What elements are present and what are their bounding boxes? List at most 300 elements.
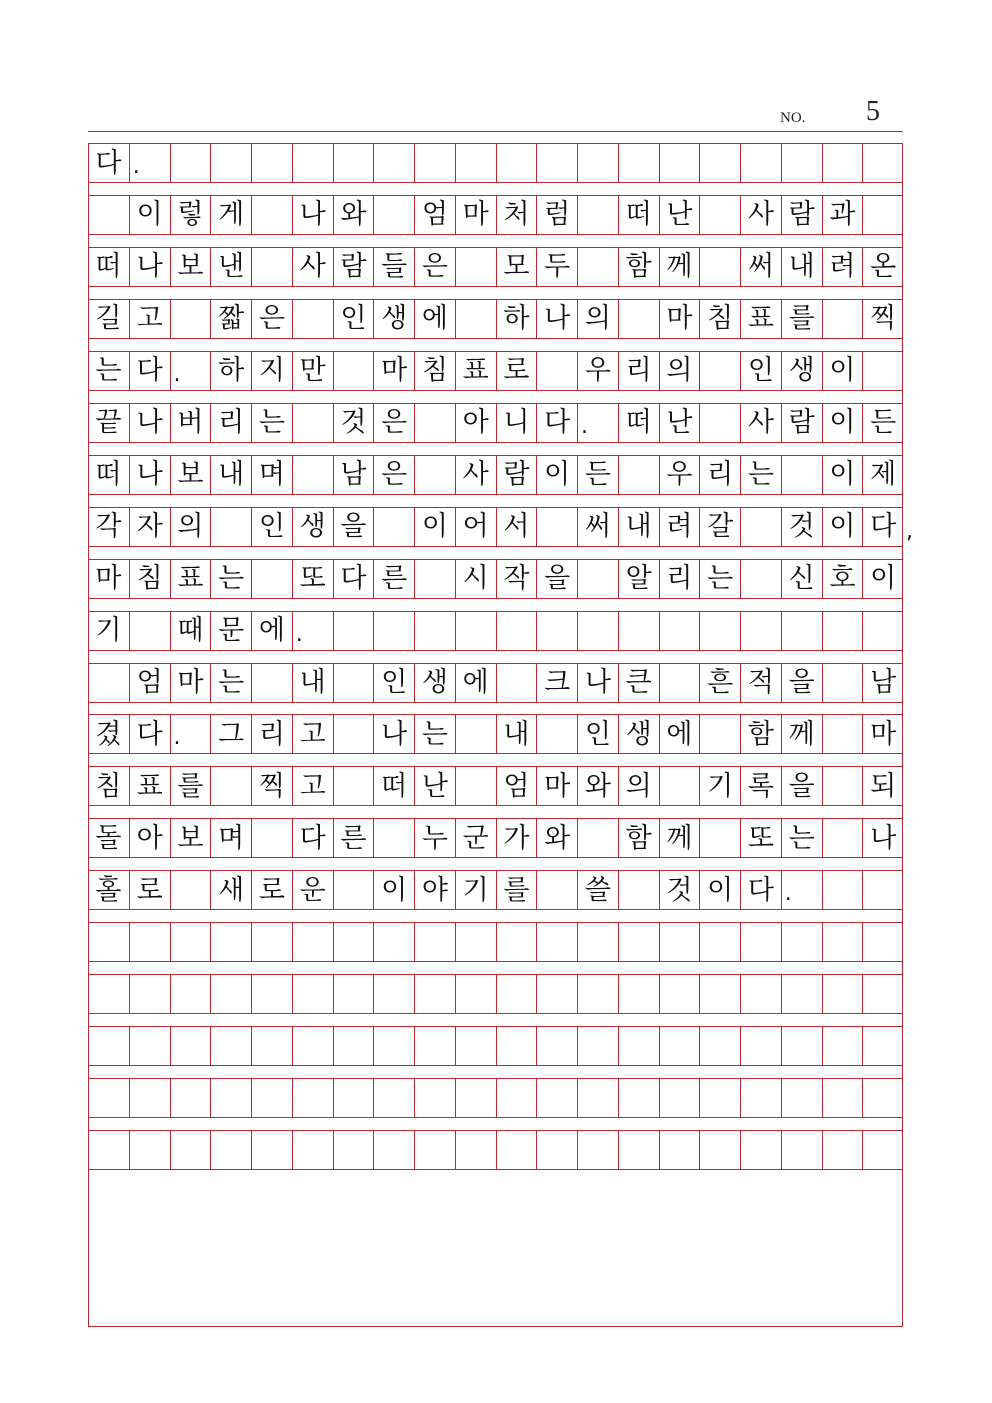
grid-cell xyxy=(699,144,740,182)
grid-cell: 두 xyxy=(536,248,577,286)
grid-cell xyxy=(455,144,496,182)
grid-cell xyxy=(822,1027,863,1065)
grid-cell: 렇 xyxy=(170,196,211,234)
grid-cell: 엄 xyxy=(414,196,455,234)
grid-cell xyxy=(781,612,822,650)
grid-cell: 침 xyxy=(414,352,455,390)
grid-cell xyxy=(659,664,700,702)
grid-cell: 흔 xyxy=(699,664,740,702)
grid-cell xyxy=(577,560,618,598)
grid-cell xyxy=(373,196,414,234)
grid-cell xyxy=(251,1079,292,1117)
grid-cell xyxy=(251,819,292,857)
grid-cell xyxy=(781,975,822,1013)
grid-cell: 누 xyxy=(414,819,455,857)
grid-cell xyxy=(577,612,618,650)
grid-cell xyxy=(292,456,333,494)
grid-cell: 보 xyxy=(170,819,211,857)
grid-cell xyxy=(210,144,251,182)
grid-cell xyxy=(822,612,863,650)
grid-cell xyxy=(536,1079,577,1117)
grid-cell xyxy=(781,1027,822,1065)
grid-cell: 크 xyxy=(536,664,577,702)
grid-cell xyxy=(373,612,414,650)
grid-cell xyxy=(536,1131,577,1169)
grid-cell xyxy=(699,1131,740,1169)
grid-cell xyxy=(414,612,455,650)
grid-cell xyxy=(373,923,414,961)
grid-row xyxy=(88,922,903,962)
grid-cell xyxy=(414,1079,455,1117)
grid-cell xyxy=(577,923,618,961)
grid-cell xyxy=(333,612,374,650)
grid-cell: 떠 xyxy=(95,459,122,491)
grid-cell: 에 xyxy=(455,664,496,702)
grid-cell xyxy=(577,1079,618,1117)
grid-cell: 이 xyxy=(129,196,170,234)
grid-cell: 운 xyxy=(292,871,333,909)
grid-cell: . xyxy=(129,144,170,182)
grid-cell xyxy=(170,1079,211,1117)
grid-cell xyxy=(577,1027,618,1065)
grid-cell: 나 xyxy=(536,300,577,338)
grid-cell: 사 xyxy=(740,196,781,234)
grid-cell: 마 xyxy=(95,563,122,595)
grid-cell: 이 xyxy=(373,871,414,909)
grid-cell: 다 xyxy=(292,819,333,857)
grid-cell: 고 xyxy=(292,767,333,805)
grid-cell: 작 xyxy=(496,560,537,598)
grid-cell: 는 xyxy=(781,819,822,857)
grid-cell: 나 xyxy=(292,196,333,234)
grid-cell: 써 xyxy=(740,248,781,286)
grid-cell: 마 xyxy=(659,300,700,338)
grid-cell xyxy=(455,1027,496,1065)
grid-cell xyxy=(699,923,740,961)
grid-cell: 내 xyxy=(618,508,659,546)
grid-cell xyxy=(455,923,496,961)
grid-cell: 문 xyxy=(210,612,251,650)
grid-cell: 내 xyxy=(292,664,333,702)
grid-cell xyxy=(536,352,577,390)
grid-cell: 갈 xyxy=(699,508,740,546)
grid-cell xyxy=(292,1131,333,1169)
grid-cell: 람 xyxy=(333,248,374,286)
grid-cell: 에 xyxy=(251,612,292,650)
grid-cell: 들 xyxy=(373,248,414,286)
grid-cell: 함 xyxy=(618,819,659,857)
grid-row xyxy=(88,455,903,495)
grid-cell: 께 xyxy=(781,715,822,753)
grid-cell: 만 xyxy=(292,352,333,390)
grid-cell: 를 xyxy=(496,871,537,909)
grid-cell xyxy=(251,144,292,182)
grid-cell xyxy=(292,144,333,182)
grid-cell xyxy=(822,1079,863,1117)
grid-cell: 의 xyxy=(618,767,659,805)
grid-cell xyxy=(618,300,659,338)
grid-cell: 아 xyxy=(455,404,496,442)
grid-cell xyxy=(455,975,496,1013)
grid-cell xyxy=(618,871,659,909)
grid-cell: 다 xyxy=(95,147,122,179)
grid-cell xyxy=(740,1131,781,1169)
grid-cell xyxy=(822,144,863,182)
grid-cell xyxy=(88,975,129,1013)
grid-cell: 그 xyxy=(210,715,251,753)
grid-cell: 며 xyxy=(210,819,251,857)
grid-cell xyxy=(496,1079,537,1117)
grid-cell: 람 xyxy=(781,404,822,442)
grid-cell: 난 xyxy=(659,404,700,442)
grid-cell xyxy=(822,871,863,909)
grid-cell xyxy=(170,1027,211,1065)
grid-cell xyxy=(455,300,496,338)
grid-cell xyxy=(496,923,537,961)
grid-cell xyxy=(699,352,740,390)
grid-cell xyxy=(251,923,292,961)
grid-row xyxy=(88,403,903,443)
grid-cell: 다 xyxy=(333,560,374,598)
grid-cell: 인 xyxy=(740,352,781,390)
grid-cell: 침 xyxy=(699,300,740,338)
grid-cell: 표 xyxy=(455,352,496,390)
grid-cell: 찍 xyxy=(862,300,903,338)
grid-cell: 인 xyxy=(251,508,292,546)
grid-cell: 각 xyxy=(95,511,122,543)
grid-cell: 표 xyxy=(740,300,781,338)
grid-cell: 우 xyxy=(659,456,700,494)
grid-cell xyxy=(536,975,577,1013)
grid-cell: 이 xyxy=(414,508,455,546)
grid-cell xyxy=(414,560,455,598)
grid-cell xyxy=(88,1131,129,1169)
grid-cell xyxy=(333,923,374,961)
grid-cell xyxy=(659,144,700,182)
grid-cell: 침 xyxy=(95,770,122,802)
grid-row xyxy=(88,559,903,599)
grid-cell: 이 xyxy=(822,508,863,546)
grid-cell xyxy=(333,1079,374,1117)
grid-cell: 은 xyxy=(373,404,414,442)
grid-cell xyxy=(862,975,903,1013)
grid-cell: 께 xyxy=(659,248,700,286)
grid-cell: 사 xyxy=(292,248,333,286)
grid-cell: 떠 xyxy=(373,767,414,805)
grid-cell xyxy=(170,144,211,182)
grid-cell xyxy=(740,612,781,650)
grid-cell xyxy=(373,508,414,546)
grid-cell: 와 xyxy=(577,767,618,805)
grid-cell: 길 xyxy=(95,303,122,335)
grid-cell xyxy=(455,248,496,286)
grid-cell: 다 xyxy=(129,715,170,753)
grid-cell xyxy=(618,1079,659,1117)
grid-cell: 를 xyxy=(781,300,822,338)
grid-row xyxy=(88,195,903,235)
grid-cell xyxy=(170,871,211,909)
grid-cell xyxy=(333,715,374,753)
grid-cell xyxy=(373,819,414,857)
grid-row xyxy=(88,818,903,858)
grid-cell xyxy=(210,1079,251,1117)
grid-cell xyxy=(129,1079,170,1117)
grid-cell xyxy=(536,715,577,753)
grid-cell xyxy=(536,923,577,961)
grid-cell xyxy=(292,923,333,961)
grid-cell xyxy=(822,664,863,702)
grid-cell xyxy=(740,975,781,1013)
grid-cell xyxy=(414,144,455,182)
grid-cell: 리 xyxy=(251,715,292,753)
grid-cell xyxy=(292,975,333,1013)
grid-cell: 큰 xyxy=(618,664,659,702)
grid-cell: 는 xyxy=(95,355,122,387)
grid-cell: 와 xyxy=(536,819,577,857)
grid-cell: 로 xyxy=(496,352,537,390)
grid-cell xyxy=(414,1131,455,1169)
grid-cell: 난 xyxy=(414,767,455,805)
grid-cell: 기 xyxy=(699,767,740,805)
grid-cell: 내 xyxy=(496,715,537,753)
grid-cell: 하 xyxy=(210,352,251,390)
grid-cell xyxy=(577,248,618,286)
grid-cell: 함 xyxy=(618,248,659,286)
grid-cell xyxy=(618,1131,659,1169)
grid-cell: 함 xyxy=(740,715,781,753)
grid-cell: 은 xyxy=(414,248,455,286)
grid-cell xyxy=(88,196,129,234)
grid-cell xyxy=(740,144,781,182)
grid-cell: 이 xyxy=(699,871,740,909)
grid-cell: . xyxy=(170,715,211,753)
grid-cell: 나 xyxy=(577,664,618,702)
grid-cell xyxy=(210,1027,251,1065)
grid-cell xyxy=(536,1027,577,1065)
grid-cell xyxy=(862,1027,903,1065)
grid-cell: 때 xyxy=(170,612,211,650)
grid-cell: 적 xyxy=(740,664,781,702)
grid-cell xyxy=(210,767,251,805)
grid-cell: 는 xyxy=(414,715,455,753)
grid-cell: 알 xyxy=(618,560,659,598)
grid-cell: 리 xyxy=(618,352,659,390)
grid-cell: 시 xyxy=(455,560,496,598)
grid-cell xyxy=(659,767,700,805)
grid-cell xyxy=(333,1027,374,1065)
grid-cell xyxy=(373,975,414,1013)
grid-cell: 든 xyxy=(862,404,903,442)
grid-cell: 마 xyxy=(536,767,577,805)
grid-cell: 서 xyxy=(496,508,537,546)
grid-row xyxy=(88,766,903,806)
grid-cell: 다 xyxy=(740,871,781,909)
grid-cell: 보 xyxy=(170,456,211,494)
grid-cell xyxy=(251,196,292,234)
grid-cell: 과 xyxy=(822,196,863,234)
grid-cell: 람 xyxy=(496,456,537,494)
grid-cell xyxy=(822,1131,863,1169)
grid-cell: 군 xyxy=(455,819,496,857)
grid-cell xyxy=(659,612,700,650)
grid-cell xyxy=(781,144,822,182)
grid-cell xyxy=(129,612,170,650)
grid-cell: 기 xyxy=(95,615,122,647)
grid-cell xyxy=(618,456,659,494)
grid-cell: . xyxy=(781,871,822,909)
grid-cell xyxy=(170,300,211,338)
grid-cell xyxy=(251,1131,292,1169)
grid-cell xyxy=(699,248,740,286)
grid-cell xyxy=(618,975,659,1013)
grid-cell: 남 xyxy=(862,664,903,702)
grid-cell: 인 xyxy=(333,300,374,338)
grid-cell: 려 xyxy=(659,508,700,546)
grid-cell xyxy=(862,871,903,909)
margin-punctuation: , xyxy=(906,518,913,544)
grid-cell: 신 xyxy=(781,560,822,598)
grid-cell: 나 xyxy=(129,404,170,442)
grid-cell xyxy=(455,1131,496,1169)
grid-cell xyxy=(618,1027,659,1065)
grid-cell xyxy=(577,1131,618,1169)
grid-cell: 버 xyxy=(170,404,211,442)
grid-row xyxy=(88,143,903,183)
grid-cell xyxy=(862,196,903,234)
grid-cell xyxy=(373,1027,414,1065)
grid-cell: 보 xyxy=(170,248,211,286)
grid-row xyxy=(88,611,903,651)
grid-cell xyxy=(781,456,822,494)
grid-cell xyxy=(862,1079,903,1117)
grid-cell: 엄 xyxy=(129,664,170,702)
grid-cell: 로 xyxy=(129,871,170,909)
grid-cell: 또 xyxy=(740,819,781,857)
grid-cell: 써 xyxy=(577,508,618,546)
grid-cell xyxy=(251,248,292,286)
grid-cell: 내 xyxy=(210,456,251,494)
grid-cell xyxy=(822,715,863,753)
grid-cell: 표 xyxy=(129,767,170,805)
grid-cell xyxy=(210,923,251,961)
grid-cell: 이 xyxy=(536,456,577,494)
grid-cell xyxy=(862,1131,903,1169)
grid-cell xyxy=(333,975,374,1013)
grid-cell: 야 xyxy=(414,871,455,909)
grid-cell: 아 xyxy=(129,819,170,857)
grid-cell xyxy=(781,923,822,961)
grid-cell: 표 xyxy=(170,560,211,598)
grid-cell xyxy=(333,664,374,702)
grid-cell: 고 xyxy=(129,300,170,338)
grid-cell: 생 xyxy=(292,508,333,546)
grid-cell xyxy=(740,923,781,961)
grid-row xyxy=(88,714,903,754)
grid-cell xyxy=(170,1131,211,1169)
grid-cell: 마 xyxy=(373,352,414,390)
grid-cell: 생 xyxy=(373,300,414,338)
grid-row xyxy=(88,663,903,703)
grid-cell: 또 xyxy=(292,560,333,598)
grid-cell: 을 xyxy=(536,560,577,598)
grid-cell xyxy=(455,1079,496,1117)
grid-cell: 홀 xyxy=(95,874,122,906)
grid-cell xyxy=(129,923,170,961)
grid-cell: . xyxy=(292,612,333,650)
grid-cell: 것 xyxy=(781,508,822,546)
grid-cell xyxy=(699,1027,740,1065)
grid-cell: 니 xyxy=(496,404,537,442)
grid-cell: 것 xyxy=(333,404,374,442)
grid-cell: 떠 xyxy=(618,404,659,442)
grid-cell xyxy=(333,767,374,805)
grid-cell: 가 xyxy=(496,819,537,857)
grid-cell: 다 xyxy=(862,508,903,546)
grid-cell: 는 xyxy=(210,664,251,702)
grid-cell: 에 xyxy=(659,715,700,753)
grid-cell: 른 xyxy=(333,819,374,857)
grid-cell xyxy=(659,1131,700,1169)
grid-cell xyxy=(862,352,903,390)
grid-cell xyxy=(129,1131,170,1169)
grid-cell: 께 xyxy=(659,819,700,857)
grid-cell xyxy=(210,1131,251,1169)
grid-cell xyxy=(618,612,659,650)
grid-cell: 을 xyxy=(781,664,822,702)
grid-cell: 을 xyxy=(781,767,822,805)
grid-cell xyxy=(88,1027,129,1065)
grid-cell xyxy=(292,1079,333,1117)
grid-cell xyxy=(210,508,251,546)
grid-cell: 인 xyxy=(577,715,618,753)
grid-cell xyxy=(414,975,455,1013)
grid-cell: 다 xyxy=(129,352,170,390)
page-number-label: NO. xyxy=(780,110,806,126)
grid-cell: 나 xyxy=(129,456,170,494)
grid-cell: 에 xyxy=(414,300,455,338)
grid-cell: 게 xyxy=(210,196,251,234)
grid-cell xyxy=(577,196,618,234)
grid-cell xyxy=(455,767,496,805)
grid-row xyxy=(88,299,903,339)
grid-row xyxy=(88,507,903,547)
grid-cell: 하 xyxy=(496,300,537,338)
grid-cell: 생 xyxy=(414,664,455,702)
grid-cell xyxy=(414,1027,455,1065)
grid-cell xyxy=(862,612,903,650)
grid-cell xyxy=(496,1131,537,1169)
grid-cell: 의 xyxy=(170,508,211,546)
grid-cell: 다 xyxy=(536,404,577,442)
grid-cell xyxy=(251,1027,292,1065)
grid-cell: 떠 xyxy=(95,251,122,283)
grid-cell xyxy=(862,923,903,961)
grid-cell xyxy=(414,923,455,961)
grid-cell xyxy=(699,1079,740,1117)
grid-cell: 은 xyxy=(373,456,414,494)
grid-cell xyxy=(292,404,333,442)
grid-cell: 마 xyxy=(170,664,211,702)
grid-cell: 끝 xyxy=(95,407,122,439)
grid-cell: 호 xyxy=(822,560,863,598)
grid-cell xyxy=(740,560,781,598)
grid-cell xyxy=(333,871,374,909)
grid-cell: 되 xyxy=(862,767,903,805)
grid-cell: 생 xyxy=(618,715,659,753)
grid-cell xyxy=(699,819,740,857)
grid-cell: 제 xyxy=(862,456,903,494)
grid-cell xyxy=(618,923,659,961)
